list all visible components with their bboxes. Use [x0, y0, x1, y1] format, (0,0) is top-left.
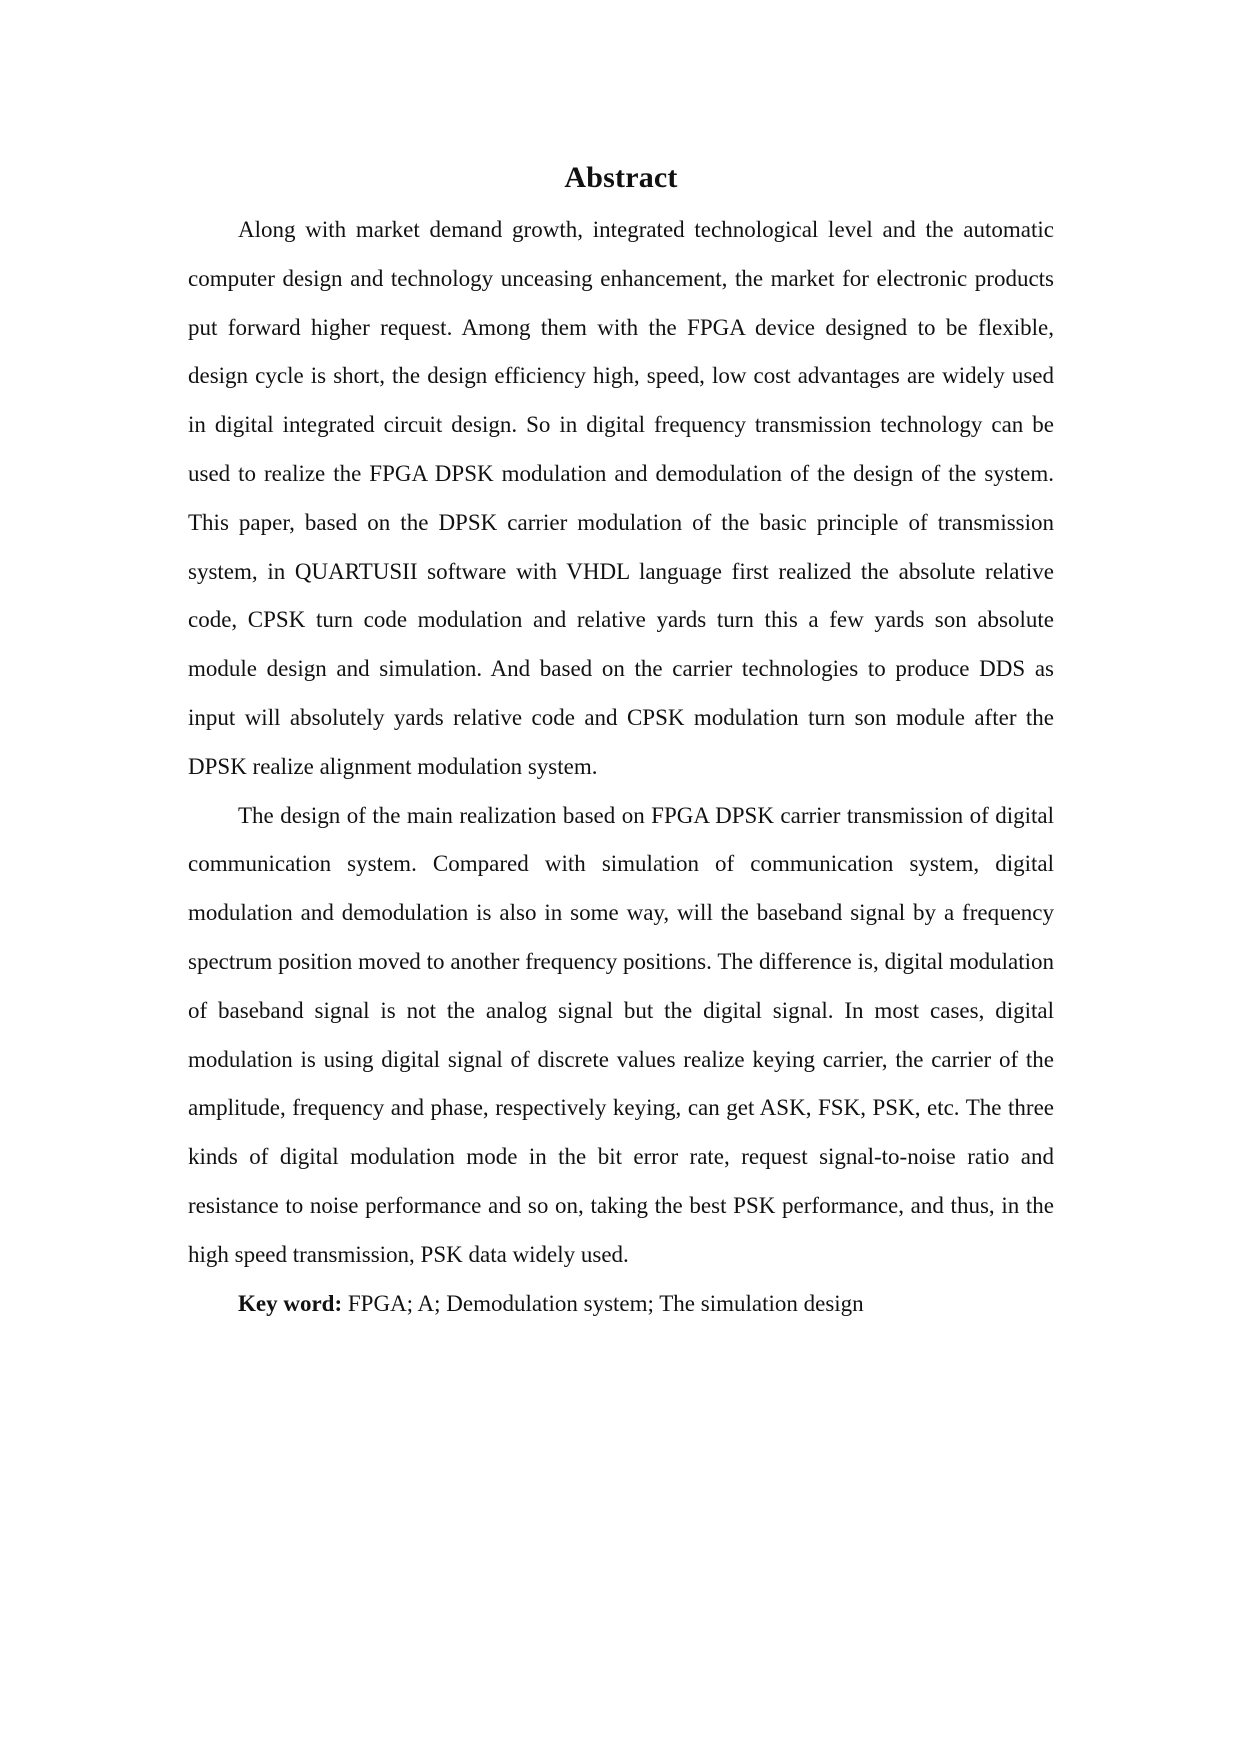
abstract-paragraph-1: Along with market demand growth, integrated technological level and the automatic computer design and technology unceasing enhancement, the market for electronic products put forward higher request. Among them with the FPGA device designed to be flexible, design cycle is short, the design efficiency high, speed, low cost advantages are widely used in digital integrated circuit design. So in digital frequency transmission technology can be used to realize the FPGA DPSK modulation and demodulation of the design of the system. This paper, based on the DPSK carrier modulation of the basic principle of transmission system, in QUARTUSII software with VHDL language first realized the absolute relative code, CPSK turn code modulation and relative yards turn this a few yards son absolute module design and simulation. And based on the carrier technologies to produce DDS as input will absolutely yards relative code and CPSK modulation turn son module after the DPSK realize alignment modulation system.: [188, 217, 1054, 779]
keywords-line: [188, 1280, 1054, 1329]
keywords-label: Key word:: [238, 1290, 343, 1316]
keywords-text: FPGA; A; Demodulation system; The simulation design: [342, 1290, 864, 1316]
abstract-section: [188, 160, 1054, 1328]
abstract-paragraph-2: The design of the main realization based on FPGA DPSK carrier transmission of digital communication system. Compared with simulation of communication system, digital modulation and demodulation is also in some way, will the baseband signal by a frequency spectrum position moved to another frequency positions. The difference is, digital modulation of baseband signal is not the analog signal but the digital signal. In most cases, digital modulation is using digital signal of discrete values realize keying carrier, the carrier of the amplitude, frequency and phase, respectively keying, can get ASK, FSK, PSK, etc. The three kinds of digital modulation mode in the bit error rate, request signal-to-noise ratio and resistance to noise performance and so on, taking the best PSK performance, and thus, in the high speed transmission, PSK data widely used.: [188, 802, 1054, 1267]
page-title: Abstract: [564, 161, 678, 194]
